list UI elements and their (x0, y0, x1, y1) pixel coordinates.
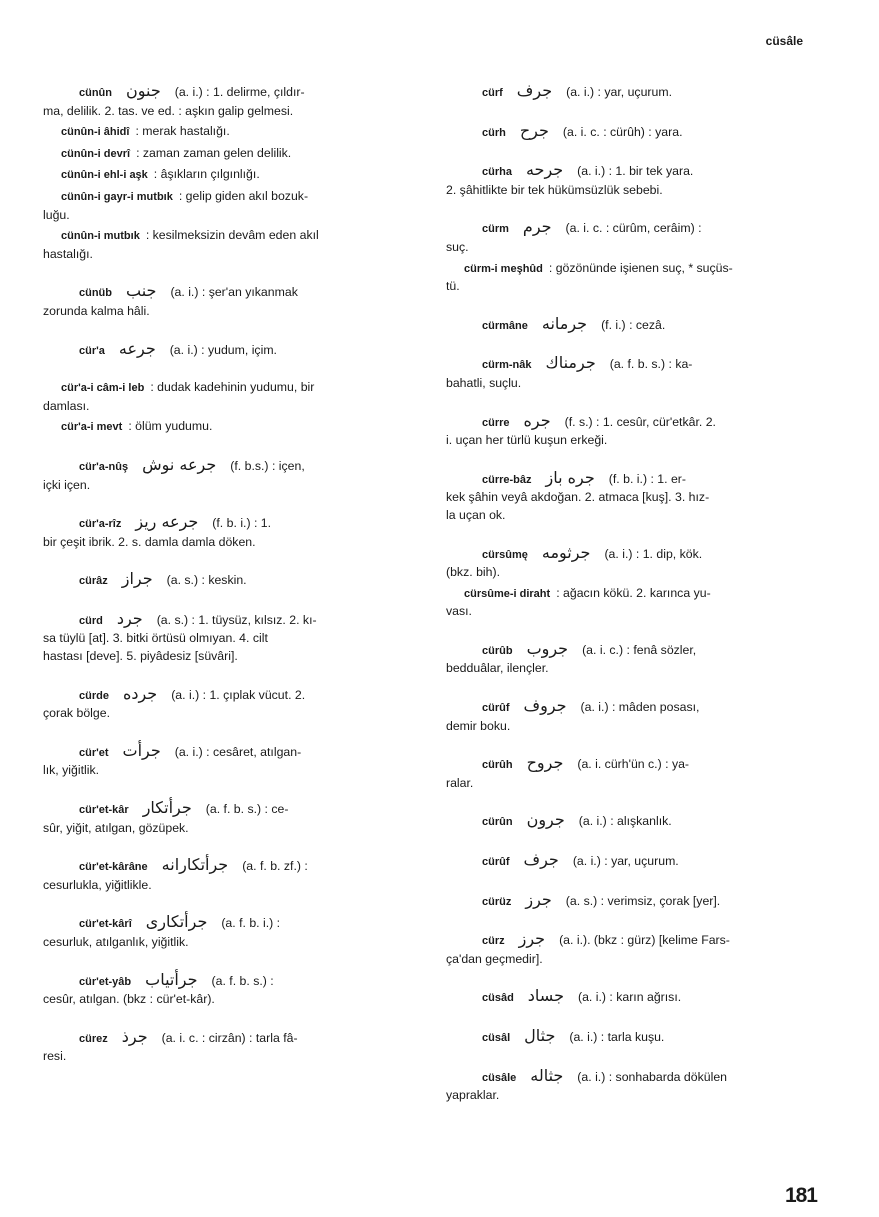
entry-arabic-script: جرز (525, 889, 552, 909)
entry-first-line (43, 971, 418, 992)
dictionary-entry (446, 469, 821, 525)
entry-headword: cürmâne (482, 319, 528, 332)
entry-first-line (446, 544, 821, 565)
entry-headword: cürsûmę (482, 548, 528, 561)
entry-definition: (a. i. c. : cirzân) : tarla fâ- (161, 1030, 298, 1045)
dictionary-entry (43, 799, 418, 837)
entry-continuation: luğu. (43, 207, 70, 222)
entry-definition: (a. i.) : yudum, içim. (169, 342, 277, 357)
entry-headword: cür'et-kârâne (79, 861, 148, 874)
entry-arabic-script: جرذ (121, 1026, 148, 1046)
dictionary-entry (446, 851, 821, 872)
entry-continuation: lık, yiğitlik. (43, 763, 100, 778)
entry-definition: (a. i. c. : cürûm, cerâim) : (565, 221, 702, 236)
entry-headword: cürz (482, 935, 505, 948)
dictionary-entry (446, 161, 821, 199)
entry-continuation: resi. (43, 1049, 67, 1064)
page-number: 181 (784, 1184, 817, 1207)
entry-definition: (a. f. b. s.) : (211, 973, 274, 988)
entry-first-line (43, 188, 418, 207)
entry-headword: cürde (79, 689, 109, 702)
entry-definition: : ölüm yudumu. (128, 419, 213, 434)
entry-definition: (a. i.) : 1. dip, kök. (604, 546, 703, 561)
entry-definition: : dudak kadehinin yudumu, bir (150, 380, 315, 395)
entry-first-line (446, 412, 821, 433)
entry-definition: (a. s.) : verimsiz, çorak [yer]. (565, 893, 721, 908)
dictionary-entry (43, 379, 418, 415)
entry-first-line (446, 469, 821, 490)
entry-headword: cürûh (482, 759, 513, 772)
entry-arabic-script: جرح (519, 120, 549, 140)
entry-first-line (446, 82, 821, 103)
entry-definition: : gözönünde işienen suç, * suçüs- (548, 260, 733, 275)
entry-first-line (43, 685, 418, 706)
entry-headword: cürh (482, 126, 506, 139)
entry-headword: cür'a-i câm-i leb (61, 382, 145, 395)
entry-definition: (a. i.) : tarla kuşu. (569, 1030, 665, 1044)
entry-arabic-script: جرعه (118, 338, 156, 358)
entry-continuation: çorak bölge. (43, 706, 110, 721)
dictionary-entry (446, 811, 821, 832)
entry-first-line (446, 218, 821, 239)
entry-first-line (446, 754, 821, 775)
entry-first-line (446, 811, 821, 832)
dictionary-entry (446, 930, 821, 968)
dictionary-entry (446, 891, 821, 912)
entry-headword: cürâz (79, 575, 108, 588)
entry-continuation: ça'dan geçmedir]. (446, 951, 543, 966)
dictionary-entry (446, 315, 821, 336)
entry-headword: cürûb (482, 644, 513, 657)
entry-continuation: 2. şâhitlikte bir tek hükümsüzlük sebebi. (446, 182, 663, 197)
dictionary-entry (43, 82, 418, 120)
entry-continuation: cesurlukla, yiğitlikle. (43, 877, 152, 892)
entry-arabic-script: جثاله (530, 1065, 564, 1085)
entry-continuation: la uçan ok. (446, 507, 506, 522)
entry-arabic-script: جرعه نوش (142, 454, 217, 474)
entry-first-line (446, 1027, 821, 1048)
entry-arabic-script: جثال (524, 1026, 556, 1045)
dictionary-entry (43, 610, 418, 666)
entry-headword: cür'a (79, 344, 105, 357)
dictionary-entry (43, 340, 418, 361)
entry-first-line (446, 585, 821, 604)
entry-definition: (a. f. b. s.) : ka- (609, 357, 693, 372)
entry-definition: (a. i.) : mâden posası, (580, 700, 700, 715)
dictionary-entry (43, 513, 418, 551)
entry-headword: cür'et-kârî (79, 918, 132, 931)
entry-first-line (43, 456, 418, 477)
entry-arabic-script: جنب (126, 281, 157, 301)
entry-continuation: sûr, yiğit, atılgan, gözüpek. (43, 820, 189, 835)
entry-first-line (446, 851, 821, 872)
entry-first-line (446, 987, 821, 1008)
entry-arabic-script: جنون (126, 81, 161, 100)
entry-arabic-script: جرف (523, 850, 559, 870)
entry-first-line (43, 610, 418, 631)
entry-arabic-script: جروح (526, 753, 564, 773)
entry-first-line (446, 122, 821, 143)
entry-headword: cüsâle (482, 1071, 517, 1084)
entry-headword: cürsûme-i diraht (464, 587, 551, 600)
dictionary-entry (446, 354, 821, 392)
dictionary-entry (43, 971, 418, 1009)
entry-headword: cürm-i meşhûd (464, 262, 543, 275)
entry-arabic-script: جره (523, 410, 551, 430)
entry-definition: (a. i.) : 1. delirme, çıldır- (174, 85, 305, 99)
entry-first-line (43, 1028, 418, 1049)
entry-arabic-script: جرأتكارانه (161, 855, 229, 875)
entry-arabic-script: جرأتياب (145, 969, 198, 989)
entry-definition: (a. i.) : yar, uçurum. (566, 85, 673, 99)
entry-continuation: ma, delilik. 2. tas. ve ed. : aşkın galip gelmesi. (43, 103, 294, 118)
entry-continuation: hastası [deve]. 5. piyâdesiz [süvâri]. (43, 649, 238, 664)
entry-headword: cür'a-rîz (79, 518, 122, 531)
entry-first-line (446, 354, 821, 375)
entry-arabic-script: جساد (527, 986, 564, 1006)
entry-first-line (43, 856, 418, 877)
entry-definition: : merak hastalığı. (135, 124, 230, 139)
entry-arabic-script: جرمانه (541, 313, 588, 333)
entry-definition: (a. i.). (bkz : gürz) [kelime Fars- (559, 933, 730, 948)
entry-continuation: yapraklar. (446, 1088, 500, 1103)
entry-definition: (a. i.) : karın ağrısı. (577, 990, 682, 1005)
entry-arabic-script: جرمناك (545, 353, 596, 373)
dictionary-entry (446, 122, 821, 143)
dictionary-entry (446, 1067, 821, 1105)
dictionary-entry (446, 640, 821, 678)
entry-arabic-script: جرثومه (541, 542, 591, 562)
entry-headword: cürha (482, 166, 512, 179)
entry-first-line (43, 570, 418, 591)
entry-headword: cürre-bâz (482, 473, 532, 486)
entry-definition: (a. f. b. zf.) : (242, 859, 308, 874)
dictionary-entry (446, 585, 821, 621)
entry-headword: cür'a-nûş (79, 460, 129, 473)
dictionary-entry (446, 82, 821, 103)
entry-first-line (446, 260, 821, 279)
entry-first-line (446, 697, 821, 718)
entry-first-line (43, 227, 418, 246)
dictionary-entry (446, 412, 821, 450)
entry-headword: cünüb (79, 287, 112, 300)
entry-headword: cüsâl (482, 1032, 511, 1044)
entry-headword: cünûn-i mutbık (61, 230, 140, 243)
entry-first-line (446, 640, 821, 661)
entry-first-line (446, 315, 821, 336)
entry-arabic-script: جروف (523, 696, 567, 716)
entry-continuation: sa tüylü [at]. 3. bitki örtüsü olmıyan. 4. cilt (43, 631, 268, 646)
entry-headword: cünûn-i ehl-i aşk (61, 169, 148, 182)
entry-definition: (a. f. b. i.) : (221, 916, 281, 931)
dictionary-entry (43, 282, 418, 320)
entry-first-line (43, 379, 418, 398)
dictionary-entry (446, 697, 821, 735)
entry-arabic-script: جرد (116, 608, 143, 628)
entry-definition: (a. i.) : yar, uçurum. (572, 854, 679, 869)
entry-arabic-script: جرعه ریز (135, 512, 199, 532)
entry-headword: cürf (482, 87, 503, 99)
entry-first-line (43, 123, 418, 142)
entry-definition: (f. b.s.) : içen, (230, 458, 305, 473)
entry-continuation: bir çeşit ibrik. 2. s. damla damla döken. (43, 534, 256, 549)
entry-arabic-script: جره باز (545, 467, 595, 487)
entry-definition: (a. i. c.) : fenâ sözler, (582, 642, 697, 657)
dictionary-entry (43, 570, 418, 591)
entry-arabic-script: جرأت (122, 740, 161, 760)
dictionary-entry (43, 856, 418, 894)
entry-definition: (a. s.) : 1. tüysüz, kılsız. 2. kı- (156, 612, 317, 627)
entry-continuation: ralar. (446, 775, 474, 790)
entry-arabic-script: جرده (122, 683, 158, 703)
entry-headword: cünûn-i devrî (61, 147, 131, 160)
entry-arabic-script: جرحه (525, 160, 564, 180)
entry-definition: (f. b. i.) : 1. er- (608, 471, 686, 486)
entry-continuation: i. uçan her türlü kuşun erkeği. (446, 433, 608, 448)
left-column (43, 82, 418, 1085)
entry-continuation: bahatli, suçlu. (446, 375, 522, 390)
entry-arabic-script: جرأتكارى (145, 912, 208, 932)
entry-headword: cünûn (79, 87, 112, 99)
entry-arabic-script: جرم (522, 217, 552, 237)
entry-headword: cürd (79, 614, 103, 627)
entry-continuation: (bkz. bih). (446, 565, 500, 580)
entry-definition: (a. i.) : şer'an yıkanmak (170, 285, 298, 300)
entry-definition: : zaman zaman gelen delilik. (136, 145, 292, 160)
entry-continuation: içki içen. (43, 477, 91, 492)
entry-headword: cürûf (482, 856, 510, 869)
dictionary-entry (446, 1027, 821, 1048)
dictionary-entry (43, 913, 418, 951)
entry-definition: (a. i.) : alışkanlık. (578, 814, 672, 829)
entry-headword: cünûn-i gayr-i mutbık (61, 190, 173, 203)
dictionary-entry (43, 227, 418, 263)
entry-definition: (a. s.) : keskin. (166, 573, 247, 588)
entry-continuation: kek şâhin veyâ akdoğan. 2. atmaca [kuş]. 3. hız- (446, 490, 710, 505)
entry-definition: : gelip giden akıl bozuk- (178, 188, 309, 203)
entry-definition: (a. i.) : 1. bir tek yara. (577, 164, 694, 179)
dictionary-entry (446, 987, 821, 1008)
entry-headword: cür'et (79, 746, 109, 759)
entry-continuation: bedduâlar, ilençler. (446, 661, 549, 676)
entry-definition: (a. i.) : 1. çıplak vücut. 2. (171, 687, 306, 702)
entry-arabic-script: جراز (121, 569, 153, 589)
entry-definition: : ağacın kökü. 2. karınca yu- (556, 585, 711, 600)
entry-continuation: damlası. (43, 398, 90, 413)
entry-headword: cünûn-i âhidî (61, 126, 130, 139)
entry-definition: (f. s.) : 1. cesûr, cür'etkâr. 2. (564, 414, 716, 429)
entry-continuation: hastalığı. (43, 246, 93, 261)
entry-definition: (f. i.) : cezâ. (601, 317, 666, 332)
entry-first-line (446, 930, 821, 951)
dictionary-entry (43, 685, 418, 723)
dictionary-entry (446, 754, 821, 792)
entry-continuation: tü. (446, 279, 460, 294)
entry-first-line (43, 913, 418, 934)
entry-arabic-script: جرون (526, 810, 565, 830)
entry-headword: cürûf (482, 702, 510, 715)
entry-definition: (a. i.) : sonhabarda dökülen (577, 1069, 728, 1084)
entry-first-line (446, 161, 821, 182)
entry-arabic-script: جرف (516, 81, 553, 100)
entry-definition: (a. i. c. : cürûh) : yara. (562, 124, 683, 139)
entry-first-line (446, 891, 821, 912)
running-head: cüsâle (765, 34, 803, 48)
entry-definition: (f. b. i.) : 1. (212, 516, 272, 531)
entry-headword: cürre (482, 416, 510, 429)
entry-definition: (a. f. b. s.) : ce- (205, 802, 289, 817)
entry-headword: cür'et-kâr (79, 804, 129, 817)
dictionary-entry (43, 456, 418, 494)
entry-headword: cürm-nâk (482, 359, 532, 372)
entry-continuation: suç. (446, 239, 469, 254)
entry-continuation: zorunda kalma hâli. (43, 303, 150, 318)
entry-headword: cür'et-yâb (79, 975, 132, 988)
entry-headword: cüsâd (482, 992, 514, 1005)
entry-first-line (43, 166, 418, 185)
entry-continuation: cesûr, atılgan. (bkz : cür'et-kâr). (43, 992, 215, 1007)
entry-first-line (43, 513, 418, 534)
entry-first-line (43, 145, 418, 164)
dictionary-entry (446, 544, 821, 582)
dictionary-entry (446, 260, 821, 296)
entry-first-line (446, 1067, 821, 1088)
entry-continuation: vası. (446, 604, 472, 619)
dictionary-entry (43, 418, 418, 437)
entry-first-line (43, 799, 418, 820)
dictionary-entry (43, 742, 418, 780)
entry-first-line (43, 82, 418, 103)
entry-definition: : âşıkların çılgınlığı. (153, 167, 260, 182)
entry-headword: cür'a-i mevt (61, 421, 123, 434)
entry-arabic-script: جرز (518, 929, 546, 949)
entry-definition: : kesilmeksizin devâm eden akıl (145, 228, 319, 243)
dictionary-entry (43, 1028, 418, 1066)
entry-arabic-script: جرأتكار (142, 798, 192, 818)
entry-arabic-script: جروب (526, 638, 569, 658)
dictionary-entry (43, 123, 418, 142)
entry-first-line (43, 742, 418, 763)
dictionary-entry (43, 145, 418, 164)
dictionary-entry (43, 166, 418, 185)
entry-definition: (a. i.) : cesâret, atılgan- (174, 744, 302, 759)
entry-first-line (43, 282, 418, 303)
entry-headword: cürûn (482, 816, 513, 829)
right-column (446, 82, 821, 1124)
entry-continuation: cesurluk, atılganlık, yiğitlik. (43, 935, 189, 949)
entry-headword: cürüz (482, 895, 512, 908)
entry-first-line (43, 418, 418, 437)
entry-definition: (a. i. cürh'ün c.) : ya- (577, 757, 690, 772)
entry-first-line (43, 340, 418, 361)
entry-headword: cürez (79, 1032, 108, 1045)
entry-headword: cürm (482, 223, 509, 236)
dictionary-entry (43, 188, 418, 224)
dictionary-entry (446, 218, 821, 256)
entry-continuation: demir boku. (446, 718, 511, 733)
